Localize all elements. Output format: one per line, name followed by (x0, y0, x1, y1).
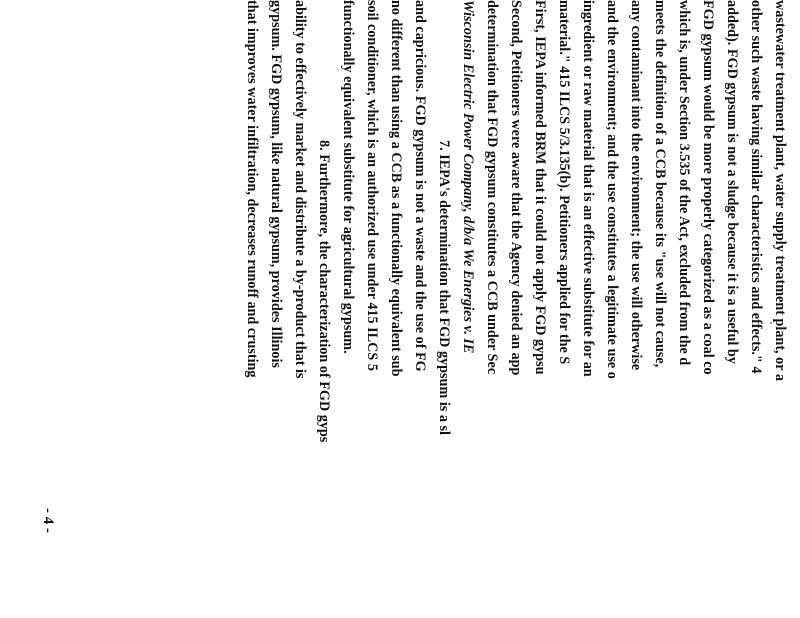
text-line: and capricious. FGD gypsum is not a waste and the use of FG (412, 0, 428, 372)
text-line: and the environment; and the use constitutes a legitimate use o (604, 0, 620, 379)
text-line: that improves water infiltration, decreases runoff and crusting (244, 0, 260, 378)
text-line: which is, under Section 3.535 of the Act, excluded from the d (676, 0, 692, 366)
text-line: wastewater treatment plant, water supply treatment plant, or a (772, 0, 788, 381)
text-line: material." 415 ILCS 5/3.135(b). Petitioners applied for the S (556, 0, 572, 365)
text-line: meets the definition of a CCB because its "use will not cause, (652, 0, 668, 368)
text-line: ability to effectively market and distribute a by-product that is (292, 0, 308, 379)
text-line: any contaminant into the environment; the use will otherwise (628, 0, 644, 371)
text-line: no different than using a CCB as a functionally equivalent sub (388, 0, 404, 377)
text-line: Second, Petitioners were aware that the Agency denied an app (508, 0, 524, 376)
text-line: gypsum. FGD gypsum, like natural gypsum, provides Illinois (268, 0, 284, 368)
paragraph-8-start: 8. Furthermore, the characterization of FGD gyps (316, 140, 332, 443)
text-line: soil conditioner, which is an authorized use under 415 ILCS 5 (364, 0, 380, 371)
paragraph-7-start: 7. IEPA's determination that FGD gypsum is a sl (436, 140, 452, 435)
text-line: added). FGD gypsum is not a sludge because it is a useful by (724, 0, 740, 364)
text-line: FGD gypsum would be more properly categorized as a coal co (700, 0, 716, 375)
text-line: other such waste having similar characteristics and effects." 4 (748, 0, 764, 374)
text-line: functionally equivalent substitute for agricultural gypsum. (340, 0, 356, 354)
page-number: - 4 - (40, 508, 56, 533)
text-line: determination that FGD gypsum constitutes a CCB under Sec (484, 0, 500, 375)
case-citation-line: Wisconsin Electric Power Company, d/b/a We Energies v. IE (460, 0, 476, 354)
text-line: ingredient or raw material that is an effective substitute for an (580, 0, 596, 377)
text-line: First, IEPA informed BRM that it could not apply FGD gypsu (532, 0, 548, 375)
